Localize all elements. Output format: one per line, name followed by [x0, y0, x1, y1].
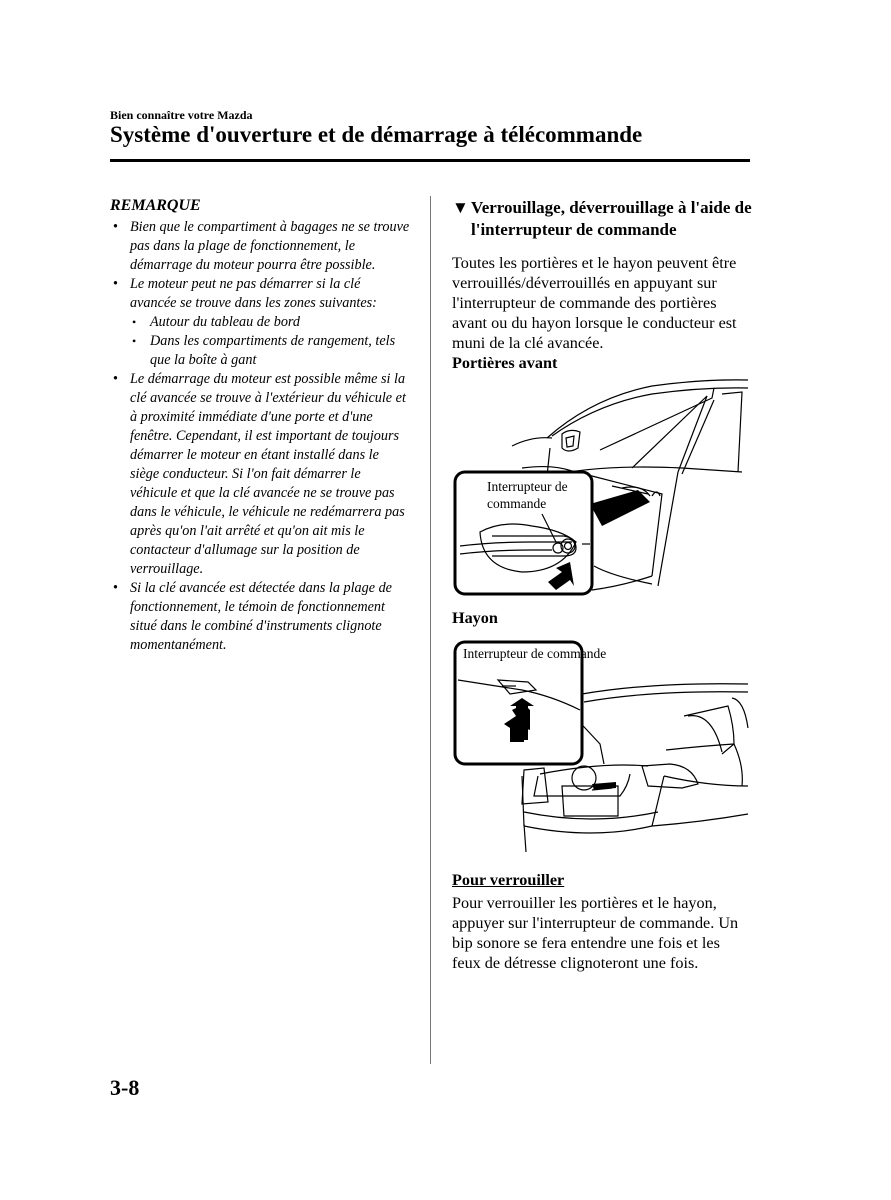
note-item: [110, 275, 410, 370]
note-subitem: [130, 313, 410, 332]
note-item-text: Le démarrage du moteur est possible même si la clé avancée se trouve à l'extérieur du véhicule et à proximité immédiate d'une porte et d'une fenêtre. Cependant, il est important de toujours démarrer le moteur en étant installé dans le siège conducteur. Si l'on fait démarrer le véhicule et que la clé avancée ne se trouve pas dans le véhicule, le véhicule ne redémarrera pas après qu'on l'ait arrêté et qu'on ait mis le contacteur d'allumage sur la position de verrouillage.: [130, 371, 406, 577]
right-column: [452, 197, 752, 373]
sub-bullet-icon: •: [132, 315, 137, 329]
lock-paragraph: Pour verrouiller les portières et le hayon, appuyer sur l'interrupteur de commande. Un bip sonore se fera entendre une fois et les feux de détresse clignoteront une fois.: [452, 894, 739, 972]
note-box: [110, 197, 410, 655]
note-heading: REMARQUE: [110, 197, 201, 214]
note-list: [110, 218, 410, 655]
bullet-icon: •: [113, 580, 118, 596]
note-subitem: [130, 332, 410, 370]
note-item-text: Bien que le compartiment à bagages ne se trouve pas dans la plage de fonctionnement, le démarrage du moteur pourra être possible.: [130, 219, 410, 273]
front-switch-label: Interrupteur de commande: [487, 479, 568, 511]
section-header: Bien connaître votre Mazda: [110, 108, 253, 122]
note-item: [110, 218, 410, 275]
sub-bullet-icon: •: [132, 334, 137, 348]
liftgate-switch-label: Interrupteur de commande: [463, 646, 607, 661]
page-title: Système d'ouverture et de démarrage à télécommande: [110, 122, 643, 147]
section-title: [452, 197, 752, 241]
bullet-icon: •: [113, 371, 118, 387]
callout-zoom-lines: [590, 490, 650, 526]
liftgate-heading: Hayon: [452, 609, 498, 627]
note-item-text: Si la clé avancée est détectée dans la plage de fonctionnement, le témoin de fonctionnement situé dans le combiné d'instruments clignote momentanément.: [130, 580, 392, 653]
note-item-text: Le moteur peut ne pas démarrer si la clé avancée se trouve dans les zones suivantes:: [130, 276, 377, 311]
bullet-icon: •: [113, 276, 118, 292]
note-item: [110, 579, 410, 655]
triangle-icon: ▼: [452, 198, 469, 217]
page-number: 3-8: [110, 1075, 140, 1100]
intro-paragraph: Toutes les portières et le hayon peuvent être verrouillés/déverrouillés en appuyant sur l'interrupteur de commande des portières avant ou du hayon lorsque le conducteur est muni de la clé avancée.: [452, 254, 737, 352]
note-sublist: [130, 313, 410, 370]
note-subitem-text: Autour du tableau de bord: [150, 314, 301, 330]
column-divider: [430, 196, 431, 1064]
liftgate-illustration: [452, 636, 752, 860]
note-subitem-text: Dans les compartiments de rangement, tels que la boîte à gant: [150, 333, 396, 368]
header-rule: [110, 159, 750, 162]
bullet-icon: •: [113, 219, 118, 235]
emblem-icon: [592, 782, 616, 790]
section-title-text: Verrouillage, déverrouillage à l'aide de l'interrupteur de commande: [471, 198, 752, 239]
note-item: [110, 370, 410, 579]
lock-heading: Pour verrouiller: [452, 871, 565, 889]
front-doors-heading: Portières avant: [452, 354, 558, 372]
